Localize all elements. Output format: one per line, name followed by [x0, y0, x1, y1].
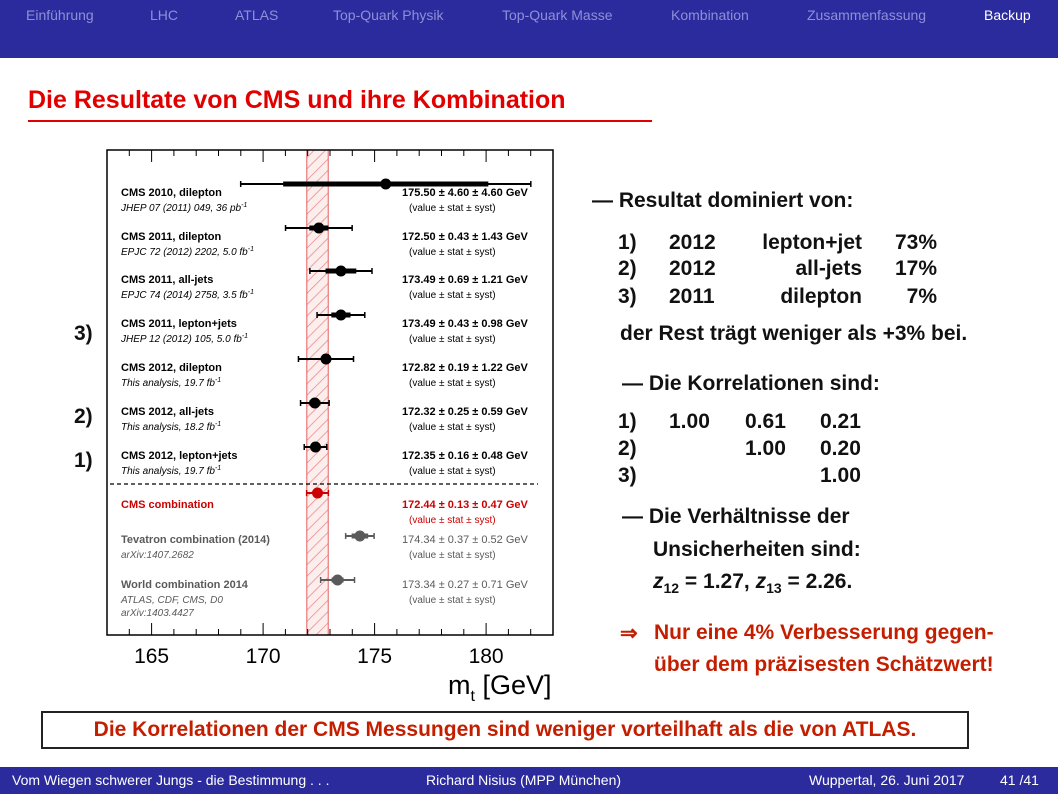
dom-row-1-year: 2012	[669, 231, 716, 254]
marker-label-3: 3)	[74, 322, 93, 345]
value-format-hint: (value ± stat ± syst)	[409, 595, 496, 606]
corr-row-2-index: 2)	[618, 437, 637, 460]
measurement-name: CMS 2010, dilepton	[121, 187, 222, 199]
dom-row-1-percent: 73%	[894, 231, 937, 254]
dom-row-3-percent: 7%	[906, 285, 937, 308]
footer-talk-title: Vom Wiegen schwerer Jungs - die Bestimmung . . .	[12, 772, 330, 788]
reference-text: JHEP 07 (2011) 049, 36 pb	[121, 203, 242, 214]
x-axis-label-unit: [GeV]	[474, 670, 552, 700]
measurement-value: 173.49 ± 0.43 ± 0.98 GeV	[402, 318, 528, 330]
value-format-hint: (value ± stat ± syst)	[409, 515, 496, 526]
measurement-reference	[121, 465, 221, 477]
corr-row-2-c2: 1.00	[745, 437, 786, 460]
conclusion-box	[41, 711, 969, 749]
rest-statement: der Rest trägt weniger als +3% bei.	[620, 322, 968, 345]
conclusion-text: Die Korrelationen der CMS Messungen sind weniger vorteilhaft als die von ATLAS.	[93, 718, 917, 741]
footer-page-number: 41 /41	[1000, 772, 1039, 788]
measurement-value: 172.44 ± 0.13 ± 0.47 GeV	[402, 499, 528, 511]
ratio-12-value: = 1.27,	[679, 570, 756, 593]
plot-frame	[107, 150, 553, 635]
slide-title: Die Resultate von CMS und ihre Kombination	[28, 86, 566, 114]
x-tick-label: 165	[134, 645, 170, 668]
value-format-hint: (value ± stat ± syst)	[409, 550, 496, 561]
central-value-point	[335, 266, 346, 277]
corr-row-1-c1: 1.00	[669, 410, 710, 433]
reference-text: This analysis, 19.7 fb	[121, 466, 215, 477]
subscript-13: 13	[766, 580, 782, 597]
nav-item-top-quark-physik[interactable]: Top-Quark Physik	[333, 7, 444, 23]
highlight-line2: über dem präzisesten Schätzwert!	[654, 653, 994, 676]
x-tick-label: 170	[245, 645, 281, 668]
measurement-reference	[120, 595, 223, 606]
reference-superscript: -1	[247, 246, 254, 253]
reference-text: EPJC 74 (2014) 2758, 3.5 fb	[121, 290, 248, 301]
value-format-hint: (value ± stat ± syst)	[409, 422, 496, 433]
reference-text: This analysis, 19.7 fb	[121, 378, 215, 389]
central-value-point	[335, 310, 346, 321]
dom-row-2-channel: all-jets	[795, 257, 862, 280]
central-value-point	[313, 223, 324, 234]
z-symbol-2: z	[755, 570, 767, 593]
marker-label-1: 1)	[74, 449, 93, 472]
measurement-value: 172.50 ± 0.43 ± 1.43 GeV	[402, 231, 528, 243]
reference-text: This analysis, 18.2 fb	[121, 422, 215, 433]
corr-row-1-index: 1)	[618, 410, 637, 433]
reference-superscript: -1	[241, 333, 249, 340]
measurement-reference-2: arXiv:1403.4427	[121, 608, 194, 619]
measurement-value: 172.82 ± 0.19 ± 1.22 GeV	[402, 362, 528, 374]
measurement-reference	[120, 333, 248, 345]
x-axis-label	[448, 670, 551, 705]
central-value-point	[332, 575, 343, 586]
uncertainty-ratios	[653, 570, 852, 596]
corr-row-1-c3: 0.21	[820, 410, 861, 433]
subscript-12: 12	[663, 580, 680, 597]
central-value-point	[380, 179, 391, 190]
footer-author: Richard Nisius (MPP München)	[426, 772, 622, 788]
measurement-value: 172.35 ± 0.16 ± 0.48 GeV	[402, 450, 528, 462]
dom-row-2-percent: 17%	[894, 257, 937, 280]
measurement-name: CMS combination	[121, 499, 214, 511]
footer-bar	[0, 767, 1058, 794]
x-tick-label: 180	[468, 645, 504, 668]
measurement-value: 173.49 ± 0.69 ± 1.21 GeV	[402, 274, 528, 286]
value-format-hint: (value ± stat ± syst)	[409, 290, 496, 301]
reference-superscript: -1	[214, 421, 222, 428]
measurement-name: CMS 2012, all-jets	[121, 406, 214, 418]
dom-row-3-channel: dilepton	[780, 285, 862, 308]
nav-item-backup[interactable]: Backup	[984, 7, 1031, 23]
implies-arrow: ⇒	[620, 622, 638, 645]
dom-row-2-year: 2012	[669, 257, 716, 280]
nav-item-zusammenfassung[interactable]: Zusammenfassung	[807, 7, 927, 23]
measurement-name: CMS 2012, lepton+jets	[121, 450, 238, 462]
marker-label-2: 2)	[74, 405, 93, 428]
dom-row-3-year: 2011	[669, 285, 715, 308]
central-value-point	[312, 488, 323, 499]
footer-date: Wuppertal, 26. Juni 2017	[809, 772, 965, 788]
reference-superscript: -1	[247, 289, 254, 296]
measurement-value: 174.34 ± 0.37 ± 0.52 GeV	[402, 534, 528, 546]
dom-row-2-index: 2)	[618, 257, 637, 280]
measurement-value: 173.34 ± 0.27 ± 0.71 GeV	[402, 579, 528, 591]
central-value-point	[354, 531, 365, 542]
ratio-heading-line2: Unsicherheiten sind:	[653, 538, 861, 561]
nav-item-top-quark-masse[interactable]: Top-Quark Masse	[502, 7, 613, 23]
measurement-reference	[121, 377, 221, 389]
measurement-reference	[120, 202, 247, 214]
measurement-name: CMS 2011, dilepton	[121, 231, 222, 243]
value-format-hint: (value ± stat ± syst)	[409, 203, 496, 214]
dominated-heading: — Resultat dominiert von:	[592, 189, 854, 212]
reference-superscript: -1	[214, 377, 222, 384]
reference-superscript: -1	[241, 202, 248, 209]
measurement-name: World combination 2014	[121, 579, 248, 591]
reference-text: JHEP 12 (2012) 105, 5.0 fb	[121, 334, 242, 345]
nav-item-einfuehrung[interactable]: Einführung	[26, 7, 94, 23]
x-tick-label: 175	[357, 645, 393, 668]
central-value-point	[320, 354, 331, 365]
correlation-heading: — Die Korrelationen sind:	[622, 372, 880, 395]
central-value-point	[309, 398, 320, 409]
value-format-hint: (value ± stat ± syst)	[409, 378, 496, 389]
corr-row-1-c2: 0.61	[745, 410, 786, 433]
corr-row-2-c3: 0.20	[820, 437, 861, 460]
reference-superscript: -1	[214, 465, 222, 472]
x-axis-label-main: m	[448, 670, 471, 700]
dom-row-1-index: 1)	[618, 231, 637, 254]
highlight-line1: Nur eine 4% Verbesserung gegen-	[654, 621, 994, 644]
value-format-hint: (value ± stat ± syst)	[409, 466, 496, 477]
corr-row-3-c3: 1.00	[820, 464, 861, 487]
measurement-name: CMS 2011, all-jets	[121, 274, 214, 286]
value-format-hint: (value ± stat ± syst)	[409, 334, 496, 345]
nav-item-atlas[interactable]: ATLAS	[235, 7, 279, 23]
x-axis-label-subscript: t	[470, 688, 475, 705]
measurement-name: CMS 2011, lepton+jets	[121, 318, 237, 330]
reference-text: arXiv:1407.2682	[121, 550, 194, 561]
value-format-hint: (value ± stat ± syst)	[409, 247, 496, 258]
reference-text: ATLAS, CDF, CMS, D0	[121, 595, 223, 606]
measurement-reference	[121, 246, 254, 258]
measurement-value: 175.50 ± 4.60 ± 4.60 GeV	[402, 187, 528, 199]
ratio-heading-line1: — Die Verhältnisse der	[622, 505, 850, 528]
dom-row-1-channel: lepton+jet	[762, 231, 862, 254]
nav-item-lhc[interactable]: LHC	[150, 7, 179, 23]
nav-item-kombination[interactable]: Kombination	[671, 7, 749, 23]
measurement-reference	[121, 550, 194, 561]
reference-text: EPJC 72 (2012) 2202, 5.0 fb	[121, 247, 248, 258]
measurement-reference	[121, 289, 254, 301]
measurement-value: 172.32 ± 0.25 ± 0.59 GeV	[402, 406, 528, 418]
z-symbol: z	[653, 570, 664, 593]
measurement-reference	[121, 421, 221, 433]
corr-row-3-index: 3)	[618, 464, 637, 487]
dom-row-3-index: 3)	[618, 285, 637, 308]
measurement-name: Tevatron combination (2014)	[121, 534, 270, 546]
ratio-13-value: = 2.26.	[781, 570, 853, 593]
measurement-name: CMS 2012, dilepton	[121, 362, 222, 374]
central-value-point	[310, 442, 321, 453]
